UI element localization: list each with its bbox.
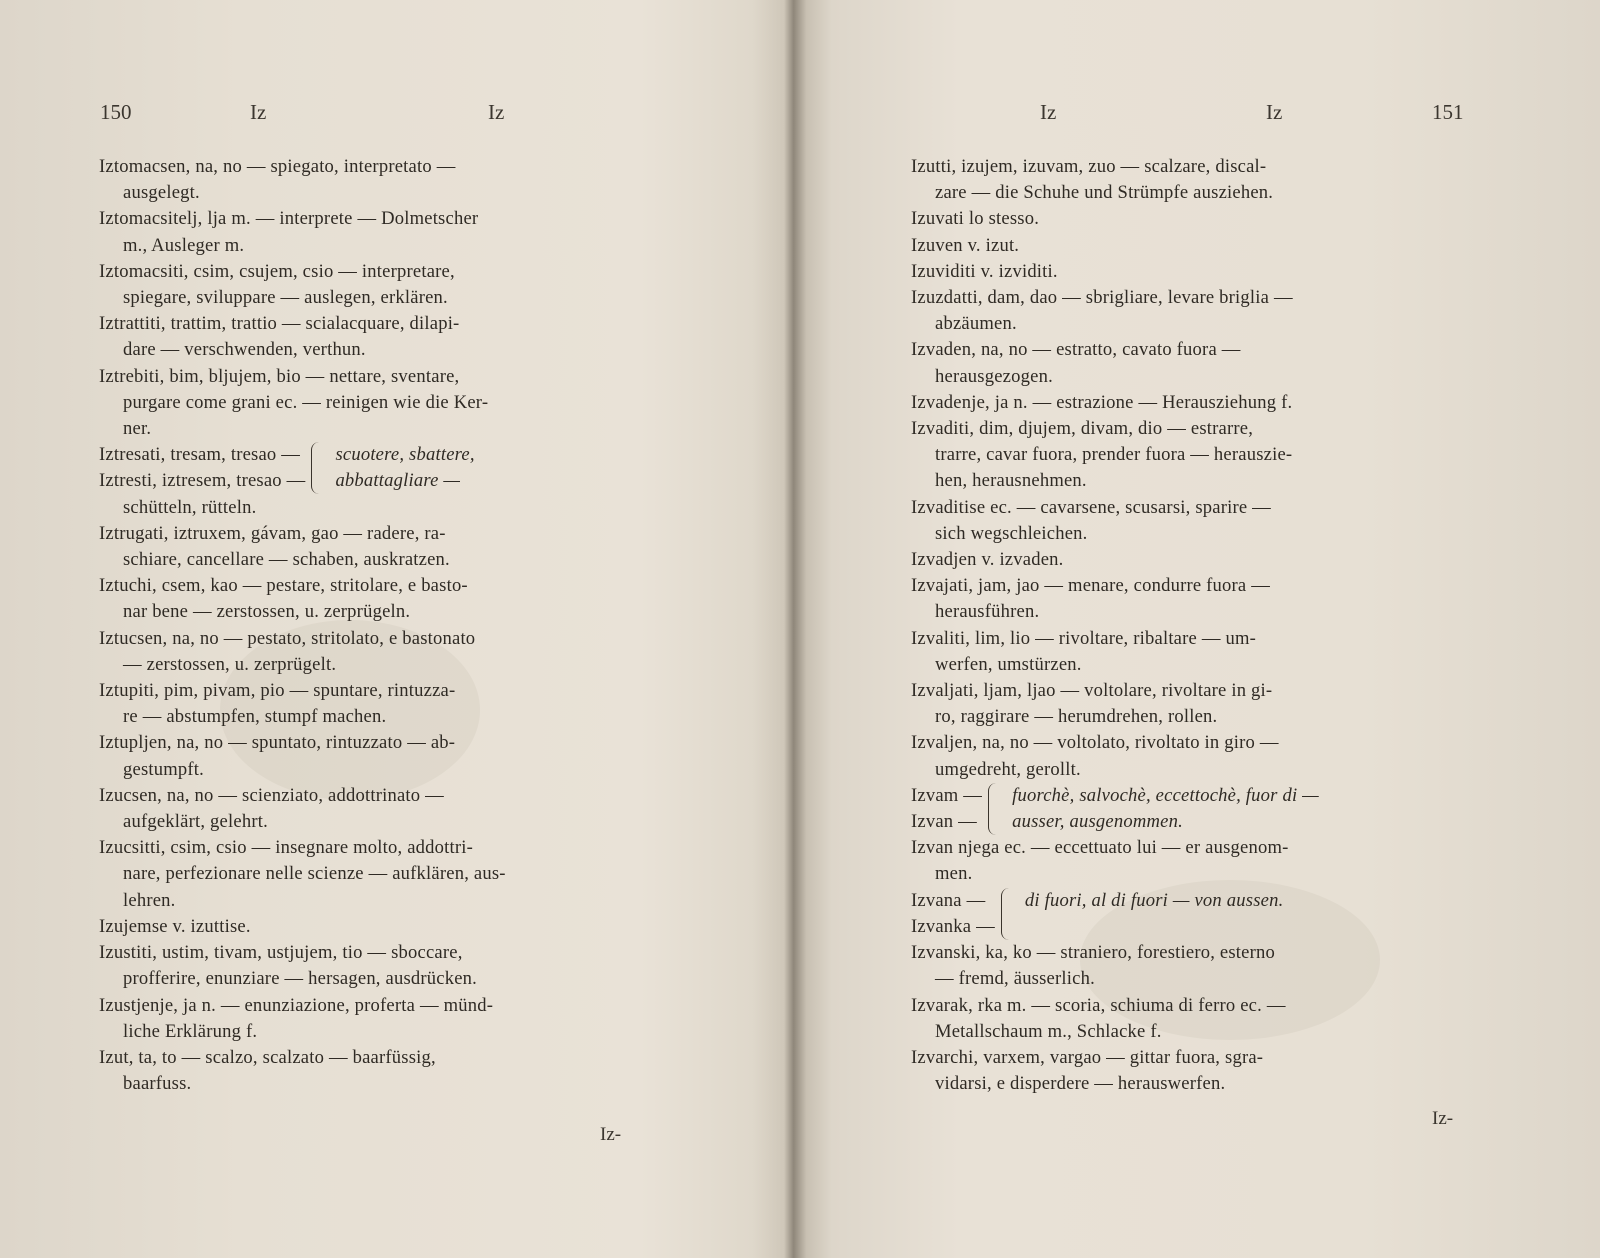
entry-headline: Izvaliti, lim, lio — rivoltare, ribaltare — um- (911, 627, 1257, 649)
dictionary-entry (912, 888, 1486, 940)
left-page (0, 0, 790, 1258)
entry-stems (912, 783, 982, 835)
entry-stem: Izvana — (911, 889, 986, 911)
entry-translation-line: di fuori, al di fuori — von aussen. (1024, 889, 1284, 911)
dictionary-entry (912, 337, 1486, 389)
entry-continuation: nar bene — zerstossen, u. zerprügeln. (123, 601, 411, 623)
entry-continuation: umgedreht, gerollt. (935, 758, 1081, 780)
dictionary-entry (100, 573, 668, 625)
entry-headline: Iztrebiti, bim, bljujem, bio — nettare, sventare, (99, 365, 460, 387)
entry-stems (100, 442, 305, 494)
entry-continuation: lehren. (123, 889, 176, 911)
bracketed-entry-group (912, 783, 1486, 835)
entry-continuation: herausgezogen. (935, 365, 1053, 387)
entry-continuation: baarfuss. (123, 1073, 192, 1095)
dictionary-entry (100, 154, 668, 206)
dictionary-entry (100, 835, 668, 914)
entry-headline: Izucsen, na, no — scienziato, addottrinato — (99, 784, 444, 806)
dictionary-entry (912, 573, 1486, 625)
entry-headline: Iztrugati, iztruxem, gávam, gao — radere, ra- (99, 522, 446, 544)
page-number: 150 (100, 100, 132, 124)
dictionary-entry (912, 154, 1486, 206)
entry-stem: Iztresati, tresam, tresao — (99, 444, 301, 466)
dictionary-entry (912, 783, 1486, 835)
dictionary-entry (100, 783, 668, 835)
entry-headline: Izvajati, jam, jao — menare, condurre fuora — (911, 575, 1271, 597)
entry-headline: Izustjenje, ja n. — enunziazione, proferta — münd- (99, 994, 494, 1016)
entry-headline: Iztupiti, pim, pivam, pio — spuntare, rintuzza- (99, 680, 456, 702)
dictionary-entry (100, 730, 668, 782)
entry-headline: Izvaljati, ljam, ljao — voltolare, rivoltare in gi- (911, 680, 1273, 702)
entry-continuation: ro, raggirare — herumdrehen, rollen. (935, 706, 1218, 728)
entry-continuation: schiare, cancellare — schaben, auskratzen. (123, 549, 450, 571)
entry-headline: Izvaljen, na, no — voltolato, rivoltato in giro — (911, 732, 1279, 754)
entry-continuation: Metallschaum m., Schlacke f. (935, 1020, 1162, 1042)
entry-continuation: nare, perfezionare nelle scienze — aufklären, aus- (123, 863, 506, 885)
entry-headline: Izuven v. izut. (911, 234, 1020, 256)
entry-continuation: liche Erklärung f. (123, 1020, 258, 1042)
entry-translation-line: fuorchè, salvochè, eccettochè, fuor di — (1012, 784, 1319, 806)
entry-headline: Izvadjen v. izvaden. (911, 549, 1064, 571)
entry-headline: Izvaditise ec. — cavarsene, scusarsi, sparire — (911, 496, 1271, 518)
page-header (0, 100, 790, 130)
right-page (792, 0, 1600, 1258)
entry-headline: Izujemse v. izuttise. (99, 915, 251, 937)
entry-headline: Izuviditi v. izviditi. (911, 260, 1058, 282)
entry-continuation: — fremd, äusserlich. (935, 968, 1095, 990)
guide-word-center: Iz (1266, 100, 1283, 124)
dictionary-entry (912, 416, 1486, 495)
dictionary-entry (100, 993, 668, 1045)
dictionary-entry (912, 835, 1486, 887)
dictionary-entry (912, 678, 1486, 730)
dictionary-entry (100, 206, 668, 258)
entry-headline: Iztucsen, na, no — pestato, stritolato, e bastonato (99, 627, 476, 649)
entry-headline: Iztomacsiti, csim, csujem, csio — interpretare, (99, 260, 455, 282)
entry-translation (1026, 888, 1486, 914)
entry-continuation: trarre, cavar fuora, prender fuora — herauszie- (935, 444, 1293, 466)
entry-translation-line: abbattagliare — (335, 470, 461, 492)
dictionary-entry (912, 730, 1486, 782)
entry-continuation: schütteln, rütteln. (123, 496, 257, 518)
entry-continuation: m., Ausleger m. (123, 234, 245, 256)
entry-headline: Iztomacsen, na, no — spiegato, interpretato — (99, 156, 456, 177)
entry-continuation: herausführen. (935, 601, 1040, 623)
bracketed-entry-group (100, 442, 668, 494)
dictionary-entry (912, 390, 1486, 416)
entry-continuation: men. (935, 863, 973, 885)
entry-translation-line: scuotere, sbattere, (335, 444, 475, 466)
dictionary-entry (100, 1045, 668, 1097)
dictionary-entry (912, 993, 1486, 1045)
entry-translation (336, 442, 668, 494)
dictionary-entry (912, 1045, 1486, 1097)
entry-continuation: spiegare, sviluppare — auslegen, erklären. (123, 287, 448, 309)
entry-continuation: aufgeklärt, gelehrt. (123, 811, 268, 833)
catchword: Iz- (600, 1124, 622, 1145)
entry-stem: Izvanka — (911, 915, 995, 937)
page-header (792, 100, 1600, 130)
dictionary-entry (912, 626, 1486, 678)
entry-continuation: zare — die Schuhe und Strümpfe ausziehen. (935, 182, 1274, 204)
entry-headline: Izuzdatti, dam, dao — sbrigliare, levare briglia — (911, 287, 1293, 309)
entry-headline: Izustiti, ustim, tivam, ustjujem, tio — sboccare, (99, 942, 463, 964)
entry-stems (912, 888, 995, 940)
entry-headline: Izvaditi, dim, djujem, divam, dio — estrarre, (911, 418, 1254, 440)
entry-headline: Izuvati lo stesso. (911, 208, 1040, 230)
dictionary-entry (912, 495, 1486, 547)
entry-headline: Iztrattiti, trattim, trattio — scialacquare, dilapi- (99, 313, 460, 335)
entry-headline: Izut, ta, to — scalzo, scalzato — baarfüssig, (99, 1046, 436, 1068)
dictionary-entry (912, 233, 1486, 259)
dictionary-entry (100, 626, 668, 678)
entry-headline: Iztupljen, na, no — spuntato, rintuzzato — ab- (99, 732, 456, 754)
dictionary-entry (100, 678, 668, 730)
entry-continuation: ausgelegt. (123, 182, 200, 204)
catchword: Iz- (1432, 1108, 1454, 1129)
bracketed-entry-group (912, 888, 1486, 940)
entry-headline: Izvadenje, ja n. — estrazione — Herausziehung f. (911, 391, 1293, 413)
dictionary-entry (100, 914, 668, 940)
entry-continuation: re — abstumpfen, stumpf machen. (123, 706, 387, 728)
brace-icon (1001, 888, 1018, 940)
entry-headline: Iztuchi, csem, kao — pestare, stritolare, e basto- (99, 575, 468, 597)
dictionary-entries (912, 154, 1486, 1097)
entry-stem: Iztresti, iztresem, tresao — (99, 470, 306, 492)
guide-word-left: Iz (1040, 100, 1057, 124)
entry-continuation: dare — verschwenden, verthun. (123, 339, 366, 361)
guide-word-left: Iz (250, 100, 267, 124)
entry-continuation: vidarsi, e disperdere — herauswerfen. (935, 1073, 1226, 1095)
dictionary-entries (100, 154, 668, 1097)
page-number: 151 (1432, 100, 1464, 124)
entry-continuation: — zerstossen, u. zerprügelt. (123, 653, 337, 675)
dictionary-entry (100, 940, 668, 992)
entry-continuation: abzäumen. (935, 313, 1017, 335)
dictionary-entry (100, 364, 668, 443)
entry-continuation: hen, herausnehmen. (935, 470, 1087, 492)
entry-headline: Izvarchi, varxem, vargao — gittar fuora, sgra- (911, 1046, 1264, 1068)
dictionary-entry (100, 442, 668, 521)
guide-word-center: Iz (488, 100, 505, 124)
entry-stem: Izvan — (911, 811, 977, 833)
dictionary-entry (100, 521, 668, 573)
entry-headline: Izvarak, rka m. — scoria, schiuma di ferro ec. — (911, 994, 1286, 1016)
dictionary-entry (912, 206, 1486, 232)
entry-translation (1013, 783, 1486, 835)
dictionary-entry (912, 285, 1486, 337)
entry-headline: Izvaden, na, no — estratto, cavato fuora — (911, 339, 1241, 361)
entry-continuation: profferire, enunziare — hersagen, ausdrücken. (123, 968, 478, 990)
entry-stem: Izvam — (911, 784, 983, 806)
entry-continuation: werfen, umstürzen. (935, 653, 1082, 675)
dictionary-entry (100, 311, 668, 363)
entry-headline: Izvan njega ec. — eccettuato lui — er ausgenom- (911, 837, 1289, 859)
entry-continuation: gestumpft. (123, 758, 205, 780)
dictionary-entry (912, 259, 1486, 285)
entry-headline: Iztomacsitelj, lja m. — interprete — Dolmetscher (99, 208, 479, 230)
brace-icon (988, 783, 1005, 835)
dictionary-entry (912, 547, 1486, 573)
entry-headline: Izvanski, ka, ko — straniero, forestiero, esterno (911, 942, 1275, 964)
brace-icon (311, 442, 328, 494)
dictionary-entry (912, 940, 1486, 992)
entry-headline: Izutti, izujem, izuvam, zuo — scalzare, discal- (911, 156, 1267, 177)
entry-continuation: sich wegschleichen. (935, 522, 1088, 544)
entry-translation-line: ausser, ausgenommen. (1012, 811, 1183, 833)
entry-continuation: purgare come grani ec. — reinigen wie die Ker- (123, 391, 489, 413)
dictionary-entry (100, 259, 668, 311)
entry-headline: Izucsitti, csim, csio — insegnare molto, addottri- (99, 837, 474, 859)
entry-continuation: ner. (123, 418, 152, 440)
